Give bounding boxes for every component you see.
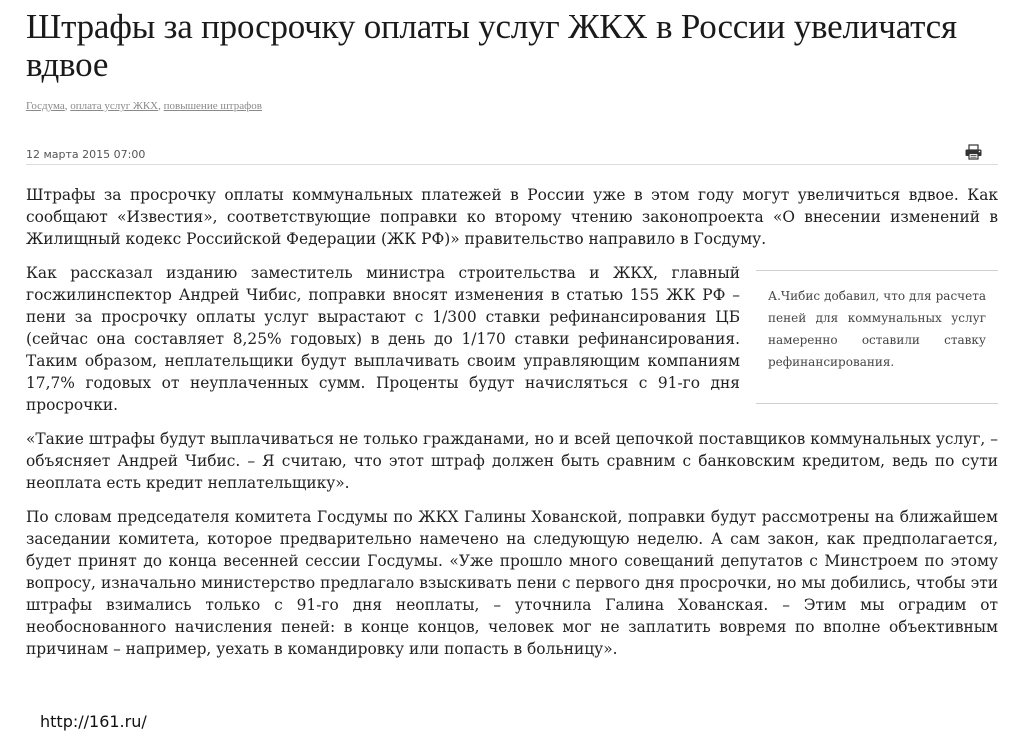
publish-date: 12 марта 2015 07:00	[26, 148, 146, 161]
source-url: http://161.ru/	[40, 712, 147, 731]
tag-link-gosduma[interactable]: Госдума	[26, 100, 65, 112]
article-meta	[26, 144, 998, 165]
body-paragraph-2: «Такие штрафы будут выплачиваться не только гражданами, но и всей цепочкой поставщиков коммунальных услуг, – объясняет Андрей Чибис. – Я считаю, что этот штраф должен быть сравним с банковским кредитом, ведь по сути неоплата есть кредит неплательщику».	[26, 430, 998, 492]
article	[26, 8, 998, 660]
tag-link-fines[interactable]: повышение штрафов	[163, 100, 262, 112]
body-paragraph-1: Как рассказал изданию заместитель министра строительства и ЖКХ, главный госжилинспектор Андрей Чибис, поправки вносят изменения в статью 155 ЖК РФ – пени за просрочку оплаты услуг вырастают с 1/300 ставки рефинансирования ЦБ (сейчас она составляет 8,25% годовых) в день до 1/170 ставки рефинансирования. Таким образом, неплательщики будут выплачивать своим управляющим компаниям 17,7% годовых от неуплаченных сумм. Проценты будут начисляться с 91-го дня просрочки.	[26, 264, 740, 414]
body-row-with-quote	[26, 262, 998, 416]
printer-icon[interactable]	[964, 144, 984, 160]
article-title: Штрафы за просрочку оплаты услуг ЖКХ в России увеличатся вдвое	[26, 7, 957, 84]
body-paragraph-3: По словам председателя комитета Госдумы по ЖКХ Галины Хованской, поправки будут рассмотрены на ближайшем заседании комитета, которое предварительно намечено на следующую неделю. А сам закон, как предполагается, будет принят до конца весенней сессии Госдумы. «Уже прошло много совещаний депутатов с Минстроем по этому вопросу, изначально министерство предлагало взыскивать пени с первого дня просрочки, но мы добились, чтобы эти штрафы взимались только с 91-го дня неоплаты, – уточнила Галина Хованская. – Этим мы оградим от необоснованного начисления пеней: в конце концов, человек мог не заплатить вовремя по вполне объективным причинам – например, уехать в командировку или попасть в больницу».	[26, 508, 998, 658]
sidebar-quote: А.Чибис добавил, что для расчета пеней для коммунальных услуг намеренно оставили ставку рефинансирования.	[756, 270, 998, 404]
lead-paragraph: Штрафы за просрочку оплаты коммунальных платежей в России уже в этом году могут увеличиться вдвое. Как сообщают «Известия», соответствующие поправки ко второму чтению законопроекта «О внесении изменений в Жилищный кодекс Российской Федерации (ЖК РФ)» правительство направило в Госдуму.	[26, 186, 998, 248]
tag-link-utilities[interactable]: оплата услуг ЖКХ	[70, 100, 159, 112]
tag-list: Госдума, оплата услуг ЖКХ, повышение штрафов	[26, 100, 262, 112]
